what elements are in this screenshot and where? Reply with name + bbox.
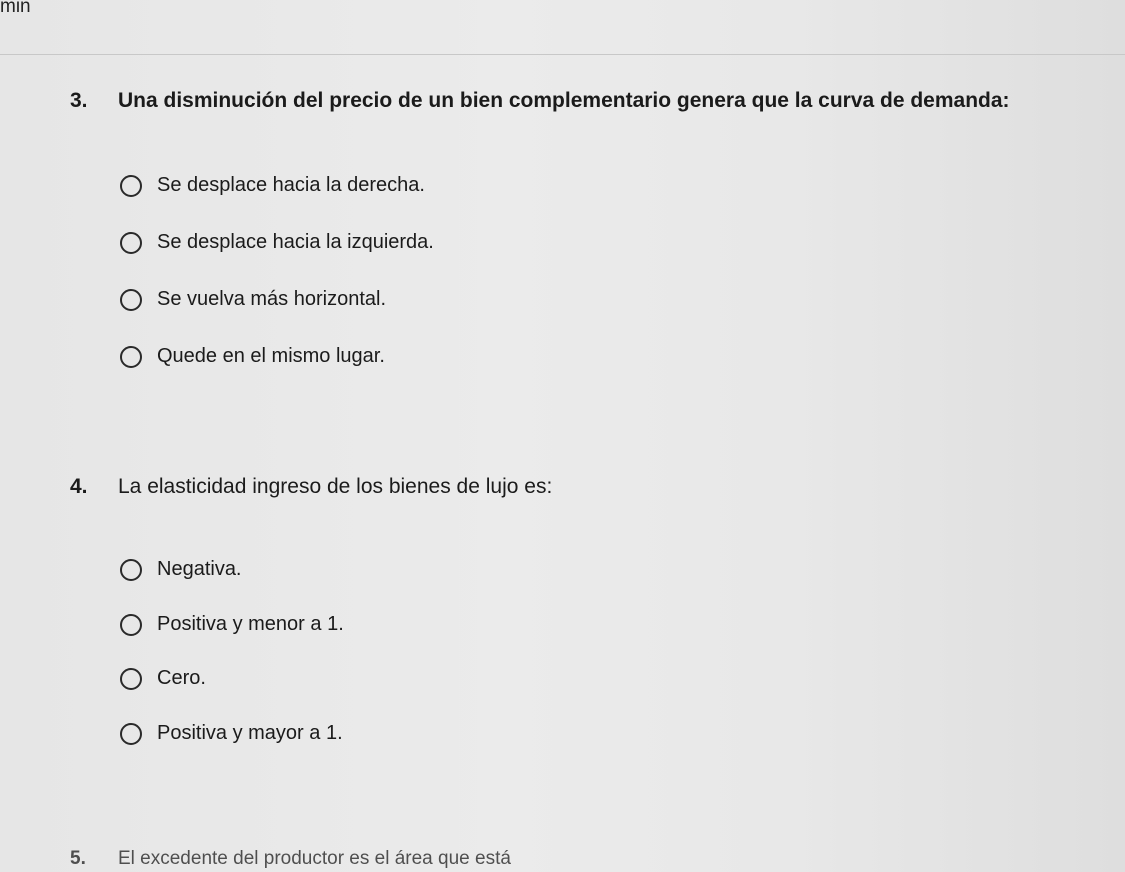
radio-button[interactable]	[120, 346, 142, 368]
timer-label: min	[0, 0, 31, 17]
option-label: Se desplace hacia la izquierda.	[157, 231, 434, 253]
option-label: Se desplace hacia la derecha.	[157, 174, 425, 196]
option-label: Cero.	[157, 667, 206, 689]
answer-option[interactable]	[120, 174, 425, 197]
question-text: El excedente del productor es el área que está	[118, 848, 511, 869]
question-title	[70, 474, 1110, 500]
header-divider	[0, 54, 1125, 55]
radio-button[interactable]	[120, 559, 142, 581]
option-label: Negativa.	[157, 558, 242, 580]
radio-button[interactable]	[120, 175, 142, 197]
answer-option[interactable]	[120, 722, 343, 745]
answer-option[interactable]	[120, 345, 385, 368]
option-label: Quede en el mismo lugar.	[157, 345, 385, 367]
question-title	[70, 88, 1110, 114]
question-4	[70, 474, 1110, 744]
radio-button[interactable]	[120, 668, 142, 690]
question-number: 4.	[70, 475, 88, 498]
radio-button[interactable]	[120, 289, 142, 311]
question-text: La elasticidad ingreso de los bienes de lujo es:	[118, 475, 553, 498]
radio-button[interactable]	[120, 232, 142, 254]
question-text: Una disminución del precio de un bien complementario genera que la curva de demanda:	[118, 89, 1010, 112]
answer-option[interactable]	[120, 288, 386, 311]
answer-option[interactable]	[120, 667, 206, 690]
answer-option[interactable]	[120, 558, 242, 581]
question-title	[70, 846, 1110, 872]
question-5	[70, 846, 1110, 872]
option-label: Positiva y mayor a 1.	[157, 722, 343, 744]
radio-button[interactable]	[120, 723, 142, 745]
radio-button[interactable]	[120, 614, 142, 636]
answer-option[interactable]	[120, 613, 344, 636]
option-label: Positiva y menor a 1.	[157, 613, 344, 635]
option-label: Se vuelva más horizontal.	[157, 288, 387, 310]
answer-option[interactable]	[120, 231, 434, 254]
question-number: 3.	[70, 89, 88, 112]
question-3	[70, 88, 1110, 367]
question-number: 5.	[70, 848, 86, 869]
